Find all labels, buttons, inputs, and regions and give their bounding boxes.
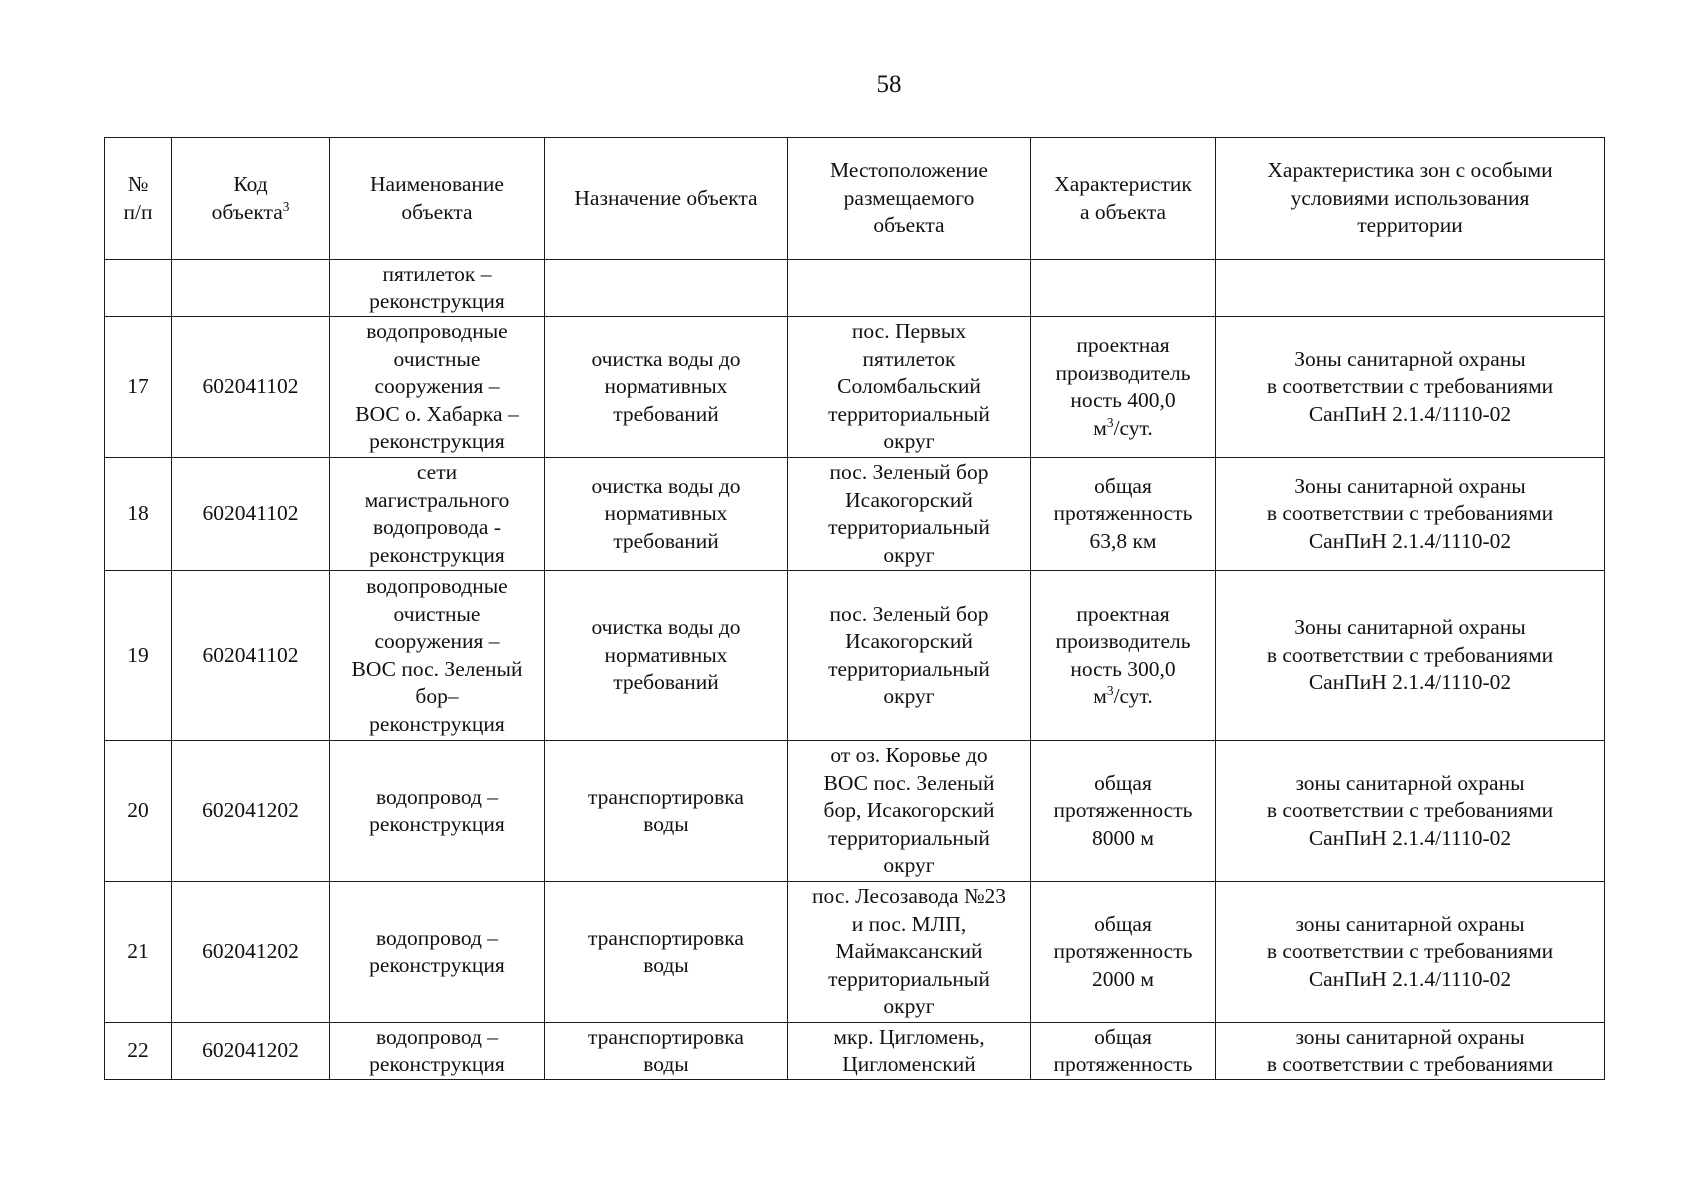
- row-zones: Зоны санитарной охраны в соответствии с требованиями СанПиН 2.1.4/1110-02: [1216, 458, 1605, 571]
- row-name: водопровод – реконструкция: [330, 1023, 545, 1080]
- table-row: [105, 260, 1605, 317]
- row-code: [172, 260, 330, 317]
- row-name: водопроводные очистные сооружения – ВОС пос. Зеленый бор– реконструкция: [330, 571, 545, 741]
- table-row: [105, 1023, 1605, 1080]
- header-object-name: Наименование объекта: [330, 138, 545, 260]
- row-characteristic: общая протяженность 63,8 км: [1031, 458, 1216, 571]
- row-code: 602041202: [172, 1023, 330, 1080]
- row-code: 602041102: [172, 571, 330, 741]
- header-object-code: Код объекта$^3$: [172, 138, 330, 260]
- row-code: 602041102: [172, 458, 330, 571]
- header-row: [105, 138, 1605, 260]
- row-code: 602041202: [172, 741, 330, 882]
- row-code: 602041202: [172, 882, 330, 1023]
- superscript-cubic: 3: [1106, 414, 1114, 430]
- row-name: водопроводные очистные сооружения – ВОС о. Хабарка – реконструкция: [330, 317, 545, 458]
- row-number: 17: [105, 317, 172, 458]
- row-purpose: очистка воды до нормативных требований: [545, 571, 788, 741]
- objects-table: [104, 137, 1605, 1080]
- row-number: 18: [105, 458, 172, 571]
- footnote-marker: 3: [282, 198, 290, 214]
- row-location: от оз. Коровье до ВОС пос. Зеленый бор, Исакогорский территориальный округ: [788, 741, 1031, 882]
- row-zones: Зоны санитарной охраны в соответствии с требованиями СанПиН 2.1.4/1110-02: [1216, 317, 1605, 458]
- row-location: [788, 260, 1031, 317]
- table-row: [105, 882, 1605, 1023]
- table-row: [105, 458, 1605, 571]
- row-characteristic: [1031, 260, 1216, 317]
- row-zones: зоны санитарной охраны в соответствии с требованиями: [1216, 1023, 1605, 1080]
- row-zones: Зоны санитарной охраны в соответствии с требованиями СанПиН 2.1.4/1110-02: [1216, 571, 1605, 741]
- row-zones: [1216, 260, 1605, 317]
- table-row: [105, 741, 1605, 882]
- row-purpose: транспортировка воды: [545, 741, 788, 882]
- row-zones: зоны санитарной охраны в соответствии с требованиями СанПиН 2.1.4/1110-02: [1216, 741, 1605, 882]
- row-characteristic: общая протяженность 8000 м: [1031, 741, 1216, 882]
- superscript-cubic: 3: [1106, 682, 1114, 698]
- row-location: пос. Лесозавода №23 и пос. МЛП, Маймаксанский территориальный округ: [788, 882, 1031, 1023]
- row-number: [105, 260, 172, 317]
- row-purpose: транспортировка воды: [545, 882, 788, 1023]
- row-purpose: транспортировка воды: [545, 1023, 788, 1080]
- row-location: пос. Зеленый бор Исакогорский территориальный округ: [788, 571, 1031, 741]
- row-name: пятилеток – реконструкция: [330, 260, 545, 317]
- row-location: мкр. Цигломень, Цигломенский: [788, 1023, 1031, 1080]
- row-number: 21: [105, 882, 172, 1023]
- row-purpose: [545, 260, 788, 317]
- header-object-characteristic: Характеристик а объекта: [1031, 138, 1216, 260]
- header-special-zones: Характеристика зон с особыми условиями использования территории: [1216, 138, 1605, 260]
- row-number: 20: [105, 741, 172, 882]
- row-characteristic: общая протяженность 2000 м: [1031, 882, 1216, 1023]
- row-zones: зоны санитарной охраны в соответствии с требованиями СанПиН 2.1.4/1110-02: [1216, 882, 1605, 1023]
- header-object-location: Местоположение размещаемого объекта: [788, 138, 1031, 260]
- row-name: сети магистрального водопровода - реконструкция: [330, 458, 545, 571]
- row-purpose: очистка воды до нормативных требований: [545, 458, 788, 571]
- page-number: 58: [876, 71, 902, 98]
- table-row: [105, 571, 1605, 741]
- row-code: 602041102: [172, 317, 330, 458]
- row-number: 19: [105, 571, 172, 741]
- row-location: пос. Первых пятилеток Соломбальский территориальный округ: [788, 317, 1031, 458]
- row-purpose: очистка воды до нормативных требований: [545, 317, 788, 458]
- header-object-purpose: Назначение объекта: [545, 138, 788, 260]
- row-characteristic: общая протяженность: [1031, 1023, 1216, 1080]
- row-location: пос. Зеленый бор Исакогорский территориальный округ: [788, 458, 1031, 571]
- header-number: № п/п: [105, 138, 172, 260]
- table-row: [105, 317, 1605, 458]
- row-characteristic: проектная производитель ность 300,0 $м^3$/сут.: [1031, 571, 1216, 741]
- row-number: 22: [105, 1023, 172, 1080]
- row-name: водопровод – реконструкция: [330, 882, 545, 1023]
- row-characteristic: проектная производитель ность 400,0 $м^3$/сут.: [1031, 317, 1216, 458]
- row-name: водопровод – реконструкция: [330, 741, 545, 882]
